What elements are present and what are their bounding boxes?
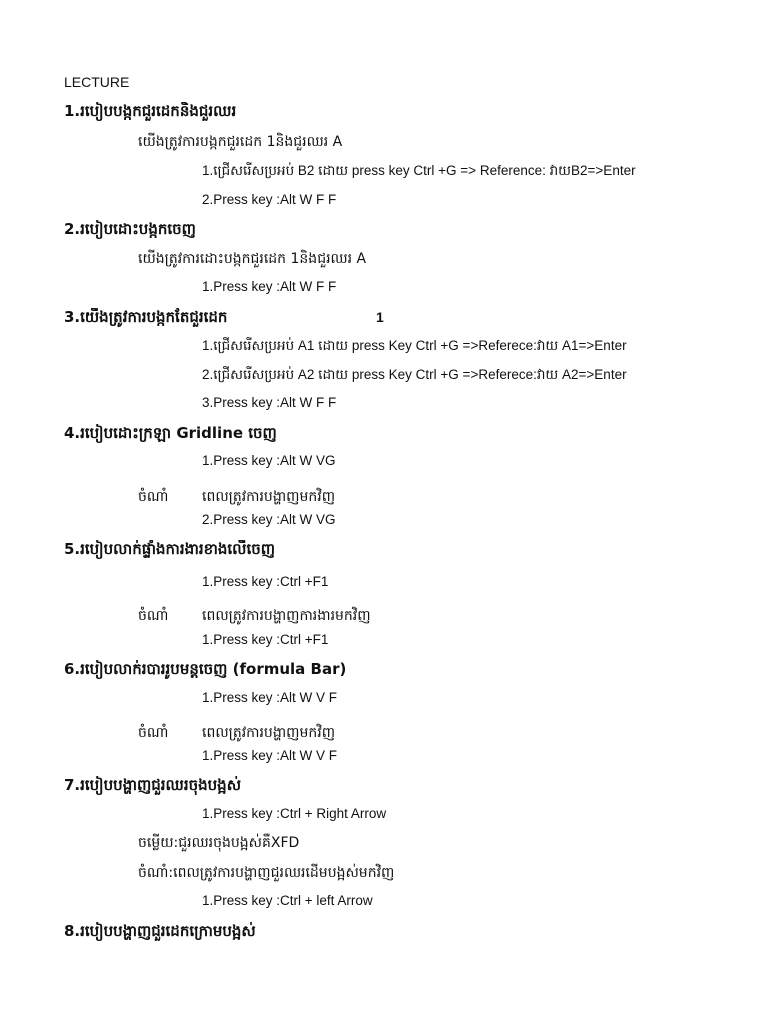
- section-6-note-text: ពេលត្រូវការបង្ហាញមកវិញ: [202, 725, 336, 741]
- section-1-description: យើងត្រូវការបង្កកជួរដេក 1និងជួរឈរ A: [138, 134, 343, 150]
- section-3-step-2: 2.ជ្រើសរើសប្រអប់ A2 ដោយ press Key Ctrl +G =>Referece:វាយ A2=>Enter: [202, 367, 627, 382]
- section-2-description: យើងត្រូវការដោះបង្កកជួរដេក 1និងជួរឈរ A: [138, 251, 367, 267]
- section-1-step-1: 1.ជ្រើសរើសប្រអប់ B2 ដោយ press key Ctrl +G => Reference: វាយB2=>Enter: [202, 163, 636, 178]
- section-1-heading: 1.របៀបបង្កកជួរដេកនិងជួរឈរ: [64, 102, 237, 120]
- section-1-step-2: 2.Press key :Alt W F F: [202, 192, 337, 207]
- section-7-note: ចំណាំ:ពេលត្រូវការបង្ហាញជួរឈរដើមបង្អស់មកវិញ: [138, 865, 395, 881]
- section-4-step-1: 1.Press key :Alt W VG: [202, 453, 336, 468]
- section-7-answer: ចម្លើយ:ជួរឈរចុងបង្អស់គឺXFD: [138, 835, 300, 851]
- section-6-step-1: 1.Press key :Alt W V F: [202, 690, 338, 705]
- section-6-step-2: 1.Press key :Alt W V F: [202, 748, 338, 763]
- section-2-step-1: 1.Press key :Alt W F F: [202, 279, 337, 294]
- section-3-heading: 3.យើងត្រូវការបង្កកតែជួរដេក: [64, 308, 228, 326]
- section-7-step-2: 1.Press key :Ctrl + left Arrow: [202, 893, 373, 908]
- section-4-heading: 4.របៀបដោះក្រឡា Gridline ចេញ: [64, 424, 277, 442]
- section-7-step-1: 1.Press key :Ctrl + Right Arrow: [202, 806, 387, 821]
- section-5-note-text: ពេលត្រូវការបង្ហាញការងារមកវិញ: [202, 608, 371, 624]
- section-7-heading: 7.របៀបបង្ហាញជួរឈរចុងបង្អស់: [64, 776, 241, 794]
- section-4-step-2: 2.Press key :Alt W VG: [202, 512, 336, 527]
- section-6-note-label: ចំណាំ: [138, 725, 169, 741]
- document-title: LECTURE: [64, 74, 130, 90]
- section-5-note-label: ចំណាំ: [138, 608, 169, 624]
- section-5-step-2: 1.Press key :Ctrl +F1: [202, 632, 329, 647]
- section-3-step-3: 3.Press key :Alt W F F: [202, 395, 337, 410]
- section-5-step-1: 1.Press key :Ctrl +F1: [202, 574, 329, 589]
- section-8-heading: 8.របៀបបង្ហាញជួរដេកក្រោមបង្អស់: [64, 922, 256, 940]
- section-4-note-text: ពេលត្រូវការបង្ហាញមកវិញ: [202, 489, 336, 505]
- section-3-step-1: 1.ជ្រើសរើសប្រអប់ A1 ដោយ press Key Ctrl +G =>Referece:វាយ A1=>Enter: [202, 338, 627, 353]
- section-4-note-label: ចំណាំ: [138, 489, 169, 505]
- section-2-heading: 2.របៀបដោះបង្កកចេញ: [64, 220, 196, 238]
- section-5-heading: 5.របៀបលាក់ផ្ទាំងការងារខាងលើចេញ: [64, 540, 276, 558]
- section-3-row-number: 1: [376, 309, 384, 325]
- section-6-heading: 6.របៀបលាក់របាររូបមន្តចេញ (formula Bar): [64, 660, 347, 678]
